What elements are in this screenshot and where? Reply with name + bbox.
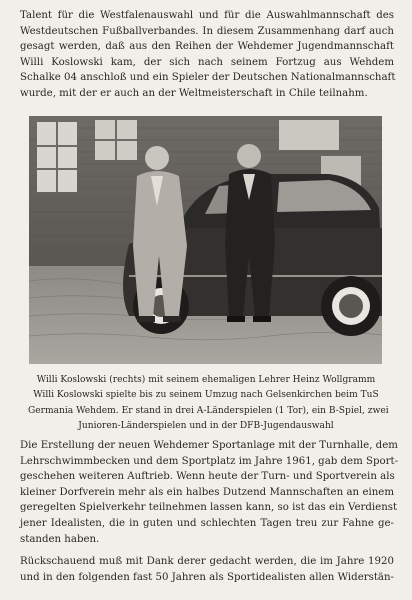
text-line: jener Idealisten, die in guten und schlechten Tagen treu zur Fahne ge- (20, 517, 394, 529)
caption-line: Willi Koslowski spielte bis zu seinem Umzug nach Gelsenkirchen beim TuS (33, 390, 379, 401)
text-line: und in den folgenden fast 50 Jahren als Sportidealisten allen Widerstän- (20, 571, 394, 583)
text-line: Willi Koslowski kam, der sich nach seinem Fortzug aus Wehdem (20, 56, 394, 68)
photo-two-men-with-car (29, 116, 382, 364)
text-line: Schalke 04 anschloß und ein Spieler der Deutschen Nationalmannschaft (20, 72, 396, 84)
text-line: wurde, mit der er auch an der Weltmeisterschaft in Chile teilnahm. (20, 87, 368, 99)
text-line: gesagt werden, daß aus den Reihen der Wehdemer Jugendmannschaft (20, 41, 394, 53)
caption-line: Willi Koslowski (rechts) mit seinem ehemaligen Lehrer Heinz Wollgramm (36, 375, 376, 385)
paragraph-rueckschau (20, 554, 394, 585)
text-line: Die Erstellung der neuen Wehdemer Sportanlage mit der Turnhalle, dem (20, 440, 398, 451)
text-line: Talent für die Westfalenauswahl und für die Auswahlmannschaft des (20, 10, 394, 21)
text-line: kleiner Dorfverein mehr als ein halbes Dutzend Mannschaften an einem (20, 486, 394, 498)
text-line: geregelten Spielverkehr teilnehmen lassen kann, so ist das ein Verdienst (20, 502, 398, 514)
text-line: Lehrschwimmbecken und dem Sportplatz im Jahre 1961, gab dem Sport- (20, 455, 399, 467)
photo-illustration (29, 116, 382, 364)
text-line: Westdeutschen Fußballverbandes. In diesem Zusammenhang darf auch (20, 25, 394, 37)
text-line: Rückschauend muß mit Dank derer gedacht werden, die im Jahre 1920 (20, 556, 394, 567)
text-line: geschehen weiteren Auftrieb. Wenn heute der Turn- und Sportverein als (20, 471, 395, 483)
photo-caption (28, 373, 389, 435)
caption-line: Junioren-Länderspielen und in der DFB-Jugendauswahl (78, 421, 334, 432)
paragraph-sportanlage (20, 438, 399, 547)
text-line: standen haben. (20, 533, 100, 545)
caption-line: Germania Wehdem. Er stand in drei A-Länderspielen (1 Tor), ein B-Spiel, zwei (28, 405, 389, 416)
paragraph-intro (20, 8, 394, 102)
